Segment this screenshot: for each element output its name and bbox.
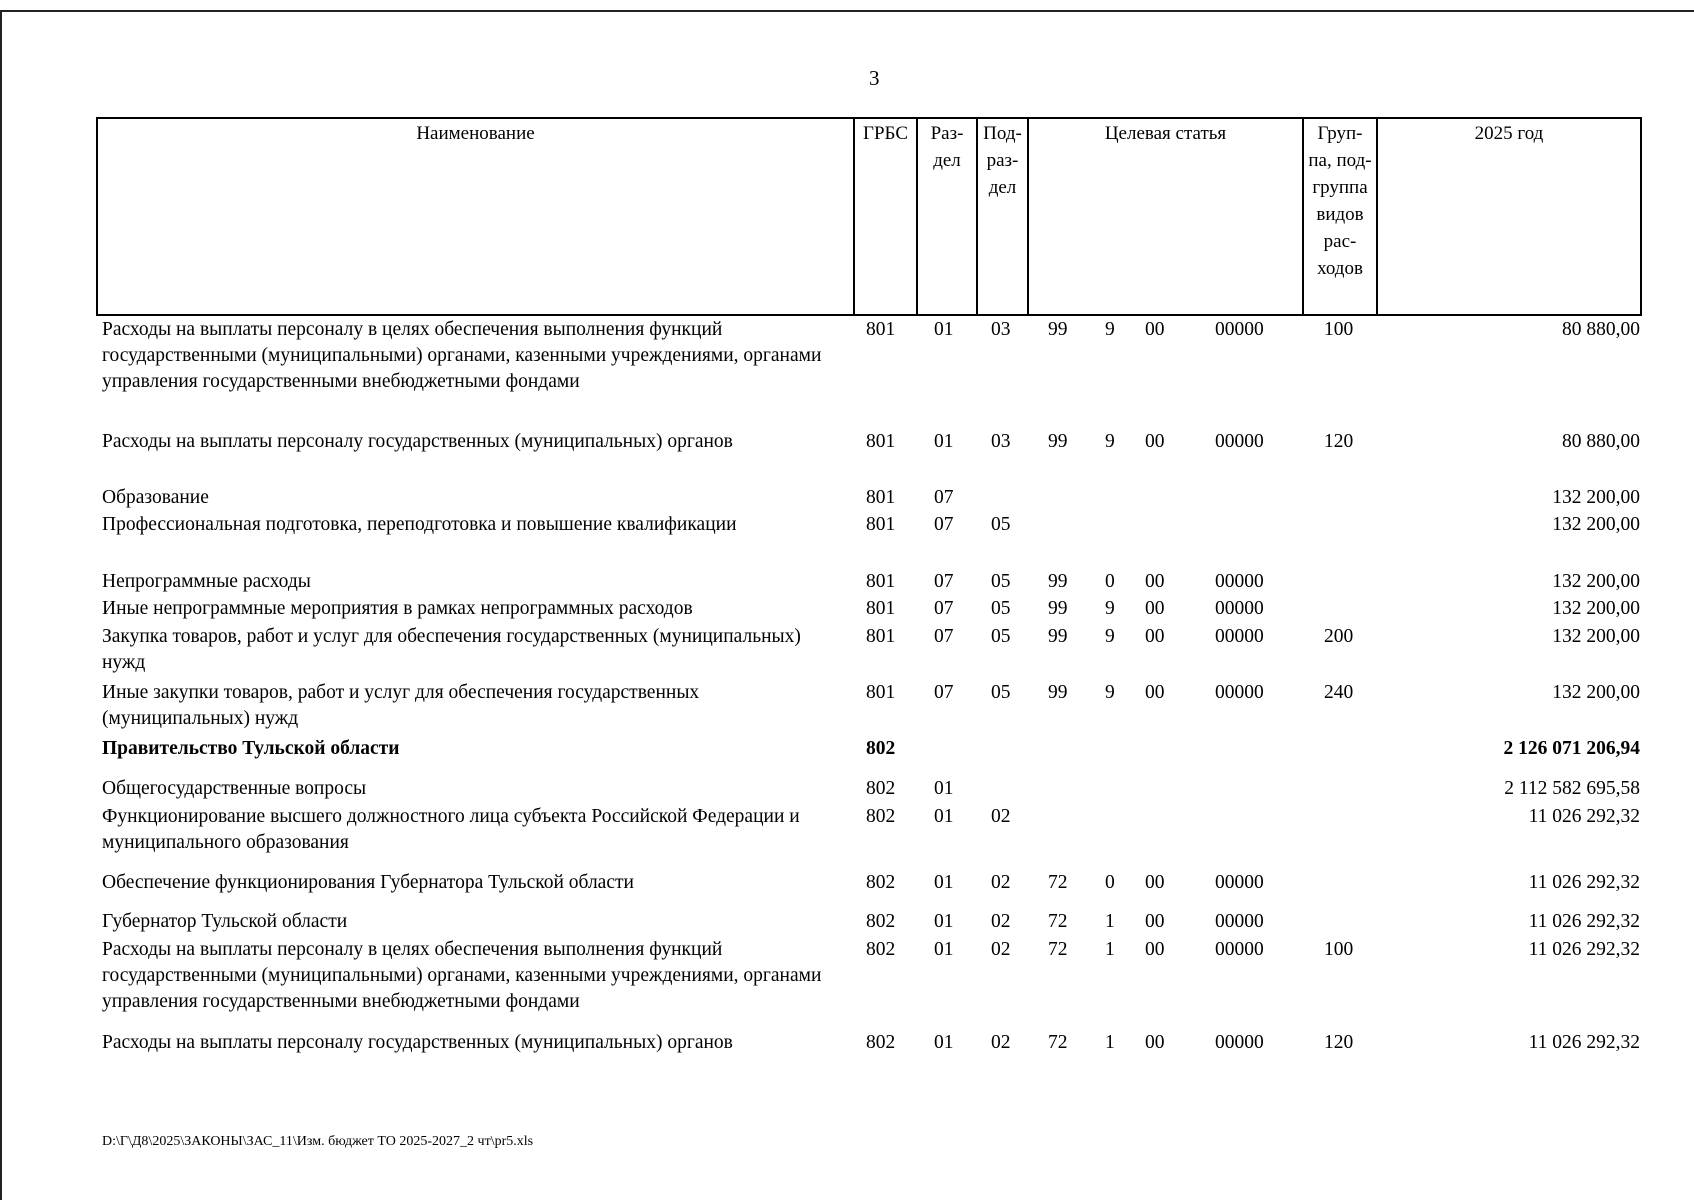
header-podrazdel-line: раз- (986, 150, 1019, 171)
header-target: Целевая статья (1104, 123, 1227, 144)
row-sum: 2 126 071 206,94 (1503, 738, 1640, 759)
row-name: Расходы на выплаты персоналу государственных (муниципальных) органов (102, 431, 733, 452)
row-grbs: 802 (866, 911, 896, 932)
row-target-program: 72 (1048, 939, 1068, 960)
row-name: Профессиональная подготовка, переподготовка и повышение квалификации (102, 514, 737, 535)
row-sum: 132 200,00 (1552, 571, 1640, 592)
row-group: 200 (1324, 626, 1354, 647)
row-target-event: 00 (1145, 431, 1165, 452)
row-podrazdel: 03 (991, 431, 1011, 452)
row-name: Расходы на выплаты персоналу в целях обеспечения выполнения функций государственными (муниципальными) органами, казенными учреждениями, органами управления государственными внебюджетными фондами (102, 939, 822, 1012)
row-target-direction: 00000 (1215, 1032, 1264, 1053)
row-target-subprogram: 9 (1105, 319, 1115, 340)
row-name: Образование (102, 487, 209, 508)
row-target-event: 00 (1145, 1032, 1165, 1053)
row-name: Функционирование высшего должностного лица субъекта Российской Федерации и муниципального образования (102, 806, 800, 853)
header-group-line: ходов (1317, 258, 1363, 279)
row-razdel: 01 (934, 872, 954, 893)
row-group: 100 (1324, 319, 1354, 340)
row-razdel: 01 (934, 431, 954, 452)
row-name: Иные закупки товаров, работ и услуг для обеспечения государственных (муниципальных) нужд (102, 682, 700, 729)
row-razdel: 01 (934, 939, 954, 960)
row-podrazdel: 02 (991, 1032, 1011, 1053)
file-path-footer: D:\Г\Д8\2025\ЗАКОНЫ\ЗАС_11\Изм. бюджет ТО 2025-2027_2 чт\pr5.xls (102, 1134, 534, 1149)
row-podrazdel: 02 (991, 911, 1011, 932)
row-group: 120 (1324, 1032, 1354, 1053)
row-grbs: 802 (866, 778, 896, 799)
scan-border-top (0, 10, 1694, 12)
row-podrazdel: 03 (991, 319, 1011, 340)
row-grbs: 802 (866, 1032, 896, 1053)
row-target-direction: 00000 (1215, 319, 1264, 340)
header-group-line: Груп- (1317, 123, 1363, 144)
row-target-direction: 00000 (1215, 872, 1264, 893)
header-podrazdel (978, 120, 1027, 201)
row-razdel: 01 (934, 806, 954, 827)
header-grbs: ГРБС (862, 123, 908, 144)
row-razdel: 01 (934, 319, 954, 340)
row-sum: 132 200,00 (1552, 598, 1640, 619)
header-group-line: группа (1312, 177, 1368, 198)
row-target-program: 72 (1048, 1032, 1068, 1053)
row-target-event: 00 (1145, 911, 1165, 932)
row-target-direction: 00000 (1215, 598, 1264, 619)
row-target-subprogram: 9 (1105, 682, 1115, 703)
row-podrazdel: 05 (991, 514, 1011, 535)
row-grbs: 801 (866, 487, 896, 508)
row-target-program: 99 (1048, 431, 1068, 452)
row-sum: 11 026 292,32 (1528, 1032, 1640, 1053)
row-target-subprogram: 1 (1105, 939, 1115, 960)
scan-border-left (0, 10, 2, 1200)
row-podrazdel: 05 (991, 626, 1011, 647)
row-target-direction: 00000 (1215, 626, 1264, 647)
row-group: 100 (1324, 939, 1354, 960)
row-sum: 11 026 292,32 (1528, 939, 1640, 960)
row-name: Расходы на выплаты персоналу государственных (муниципальных) органов (102, 1032, 733, 1053)
row-grbs: 801 (866, 514, 896, 535)
row-sum: 2 112 582 695,58 (1504, 778, 1640, 799)
header-group-line: рас- (1323, 231, 1357, 252)
row-target-program: 72 (1048, 872, 1068, 893)
row-razdel: 01 (934, 1032, 954, 1053)
row-grbs: 802 (866, 806, 896, 827)
row-grbs: 801 (866, 571, 896, 592)
row-target-program: 99 (1048, 682, 1068, 703)
row-target-program: 99 (1048, 319, 1068, 340)
page-number: 3 (869, 66, 880, 90)
row-grbs: 801 (866, 431, 896, 452)
row-target-subprogram: 9 (1105, 626, 1115, 647)
row-target-subprogram: 0 (1105, 872, 1115, 893)
header-podrazdel-line: дел (988, 177, 1017, 198)
row-target-subprogram: 0 (1105, 571, 1115, 592)
row-name: Общегосударственные вопросы (102, 778, 367, 799)
row-grbs: 802 (866, 872, 896, 893)
row-target-event: 00 (1145, 319, 1165, 340)
row-target-event: 00 (1145, 571, 1165, 592)
row-grbs: 801 (866, 626, 896, 647)
row-sum: 132 200,00 (1552, 514, 1640, 535)
header-group-line: па, под- (1308, 150, 1372, 171)
row-podrazdel: 05 (991, 598, 1011, 619)
header-razdel-line: дел (933, 150, 961, 171)
row-razdel: 07 (934, 571, 954, 592)
row-sum: 11 026 292,32 (1528, 872, 1640, 893)
row-target-event: 00 (1145, 682, 1165, 703)
row-target-program: 99 (1048, 571, 1068, 592)
row-razdel: 07 (934, 598, 954, 619)
row-podrazdel: 05 (991, 682, 1011, 703)
row-razdel: 07 (934, 626, 954, 647)
row-sum: 132 200,00 (1552, 626, 1640, 647)
row-target-program: 72 (1048, 911, 1068, 932)
header-podrazdel-line: Под- (983, 123, 1022, 144)
row-sum: 11 026 292,32 (1528, 806, 1640, 827)
row-razdel: 07 (934, 487, 954, 508)
row-podrazdel: 02 (991, 872, 1011, 893)
row-target-direction: 00000 (1215, 431, 1264, 452)
header-group-line: видов (1316, 204, 1364, 225)
row-target-program: 99 (1048, 626, 1068, 647)
row-target-direction: 00000 (1215, 939, 1264, 960)
row-grbs: 801 (866, 319, 896, 340)
row-grbs: 802 (866, 939, 896, 960)
row-sum: 80 880,00 (1562, 319, 1640, 340)
header-year: 2025 год (1474, 123, 1544, 144)
row-sum: 132 200,00 (1552, 682, 1640, 703)
row-name: Расходы на выплаты персоналу в целях обеспечения выполнения функций государственными (муниципальными) органами, казенными учреждениями, органами управления государственными внебюджетными фондами (102, 319, 822, 392)
row-podrazdel: 02 (991, 806, 1011, 827)
row-grbs: 801 (866, 598, 896, 619)
row-podrazdel: 02 (991, 939, 1011, 960)
header-name: Наименование (416, 123, 535, 144)
row-target-subprogram: 9 (1105, 431, 1115, 452)
row-name: Обеспечение функционирования Губернатора Тульской области (102, 872, 634, 893)
row-target-program: 99 (1048, 598, 1068, 619)
row-target-subprogram: 1 (1105, 1032, 1115, 1053)
row-grbs: 802 (866, 738, 896, 759)
row-target-subprogram: 9 (1105, 598, 1115, 619)
row-target-event: 00 (1145, 626, 1165, 647)
row-sum: 11 026 292,32 (1528, 911, 1640, 932)
row-grbs: 801 (866, 682, 896, 703)
row-name: Непрограммные расходы (102, 571, 311, 592)
row-name: Иные непрограммные мероприятия в рамках непрограммных расходов (102, 598, 693, 619)
row-group: 120 (1324, 431, 1354, 452)
header-razdel-line: Раз- (930, 123, 964, 144)
row-razdel: 07 (934, 514, 954, 535)
header-group (1304, 120, 1376, 282)
row-target-event: 00 (1145, 598, 1165, 619)
header-razdel (918, 120, 976, 174)
row-name: Губернатор Тульской области (102, 911, 348, 932)
row-razdel: 01 (934, 911, 954, 932)
row-target-direction: 00000 (1215, 682, 1264, 703)
row-target-event: 00 (1145, 939, 1165, 960)
row-razdel: 01 (934, 778, 954, 799)
row-target-event: 00 (1145, 872, 1165, 893)
row-target-subprogram: 1 (1105, 911, 1115, 932)
row-group: 240 (1324, 682, 1354, 703)
row-razdel: 07 (934, 682, 954, 703)
row-podrazdel: 05 (991, 571, 1011, 592)
row-sum: 80 880,00 (1562, 431, 1640, 452)
row-target-direction: 00000 (1215, 911, 1264, 932)
row-name: Правительство Тульской области (102, 738, 400, 759)
row-target-direction: 00000 (1215, 571, 1264, 592)
row-name: Закупка товаров, работ и услуг для обеспечения государственных (муниципальных) нужд (102, 626, 801, 673)
row-sum: 132 200,00 (1552, 487, 1640, 508)
